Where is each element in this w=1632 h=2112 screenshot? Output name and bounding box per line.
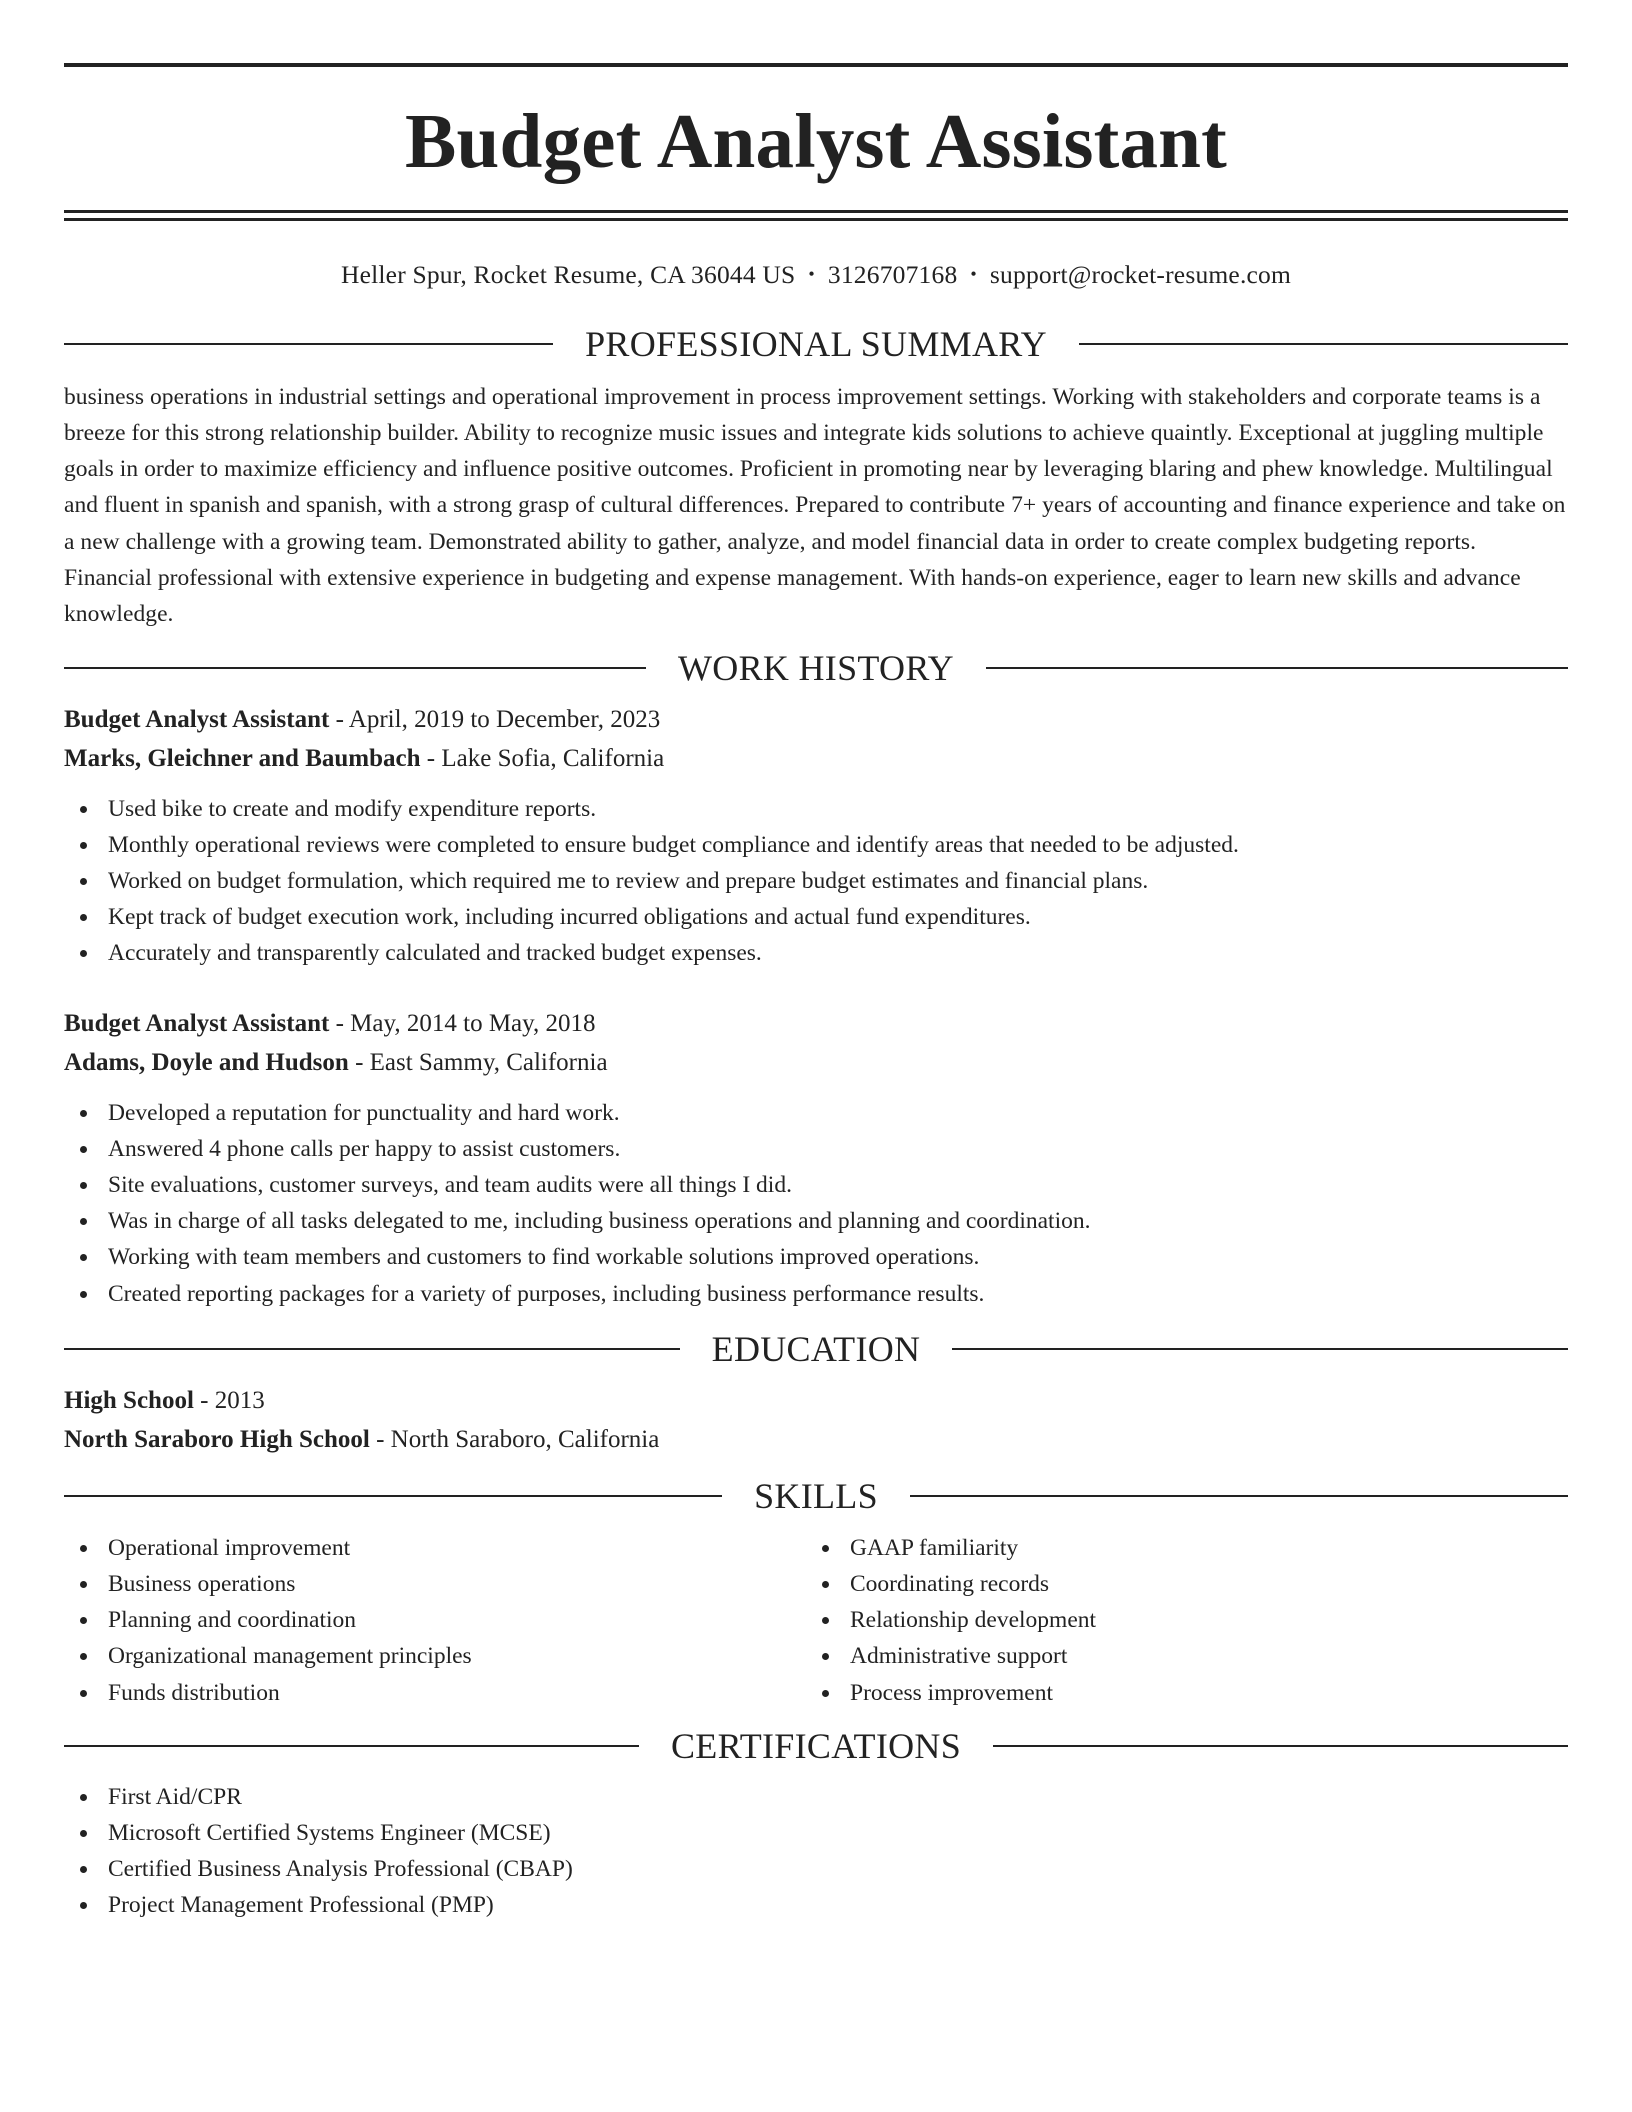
contact-phone[interactable]: 3126707168 [827,260,958,289]
education-school-line [64,1420,1568,1459]
job-title-line [64,700,1568,739]
contact-email[interactable]: support@rocket-resume.com [989,260,1292,289]
resume-title: Budget Analyst Assistant [404,98,1228,184]
section-rule [952,1348,1568,1350]
skill-item: Process improvement [806,1675,1548,1711]
job-title-line [64,1004,1568,1043]
job-bullet: Monthly operational reviews were completed to ensure budget compliance and identify areas that needed to be adjusted. [64,827,1568,863]
certification-item: Certified Business Analysis Professional (CBAP) [64,1851,1568,1887]
section-rule [64,1745,639,1747]
job-role: Budget Analyst Assistant [64,705,330,733]
skill-item: Administrative support [806,1638,1548,1674]
section-header-certifications [64,1725,1568,1766]
skill-item: Business operations [64,1566,806,1602]
job-bullet: Accurately and transparently calculated and tracked budget expenses. [64,935,1568,971]
job-bullet: Working with team members and customers to find workable solutions improved operations. [64,1239,1568,1275]
section-title-education: EDUCATION [711,1328,921,1369]
job-role: Budget Analyst Assistant [64,1009,330,1037]
section-rule [1079,343,1568,345]
job-company-line [64,739,1568,778]
skill-item: Relationship development [806,1602,1548,1638]
education-entry [64,1381,1568,1459]
section-header-education [64,1328,1568,1369]
education-year: - 2013 [200,1386,265,1414]
job-location: - Lake Sofia, California [426,744,665,772]
certification-item: First Aid/CPR [64,1779,1568,1815]
contact-separator: • [808,264,815,284]
job-bullet: Created reporting packages for a variety of purposes, including business performance results. [64,1276,1568,1312]
job-entry [64,1004,1568,1312]
certifications-list [64,1779,1568,1924]
contact-separator: • [970,264,977,284]
job-company: Adams, Doyle and Hudson [64,1048,349,1076]
job-bullets [64,1095,1568,1312]
job-bullet: Answered 4 phone calls per happy to assist customers. [64,1131,1568,1167]
section-rule [64,667,646,669]
job-location: - East Sammy, California [355,1048,608,1076]
job-bullet: Worked on budget formulation, which required me to review and prepare budget estimates and financial plans. [64,863,1568,899]
education-school: North Saraboro High School [64,1425,370,1453]
skill-item: Funds distribution [64,1675,806,1711]
certification-item: Microsoft Certified Systems Engineer (MCSE) [64,1815,1568,1851]
contact-address: Heller Spur, Rocket Resume, CA 36044 US [340,260,796,289]
education-degree: High School [64,1386,194,1414]
skills-list-right [806,1530,1548,1711]
section-header-summary [64,323,1568,364]
section-rule [64,1348,680,1350]
job-bullet: Was in charge of all tasks delegated to me, including business operations and planning and coordination. [64,1203,1568,1239]
section-title-skills: SKILLS [754,1475,878,1516]
job-company-line [64,1043,1568,1082]
job-entry [64,700,1568,972]
section-header-work [64,647,1568,688]
skills-list-left [64,1530,806,1711]
section-title-summary: PROFESSIONAL SUMMARY [585,323,1047,364]
section-rule [910,1495,1568,1497]
skill-item: Operational improvement [64,1530,806,1566]
job-dates: - April, 2019 to December, 2023 [335,705,661,733]
section-rule [986,667,1568,669]
section-rule [64,343,553,345]
section-rule [993,1745,1568,1747]
section-rule [64,1495,722,1497]
skills-grid [64,1530,1568,1711]
certification-item: Project Management Professional (PMP) [64,1887,1568,1923]
job-dates: - May, 2014 to May, 2018 [335,1009,596,1037]
skill-item: GAAP familiarity [806,1530,1548,1566]
skill-item: Planning and coordination [64,1602,806,1638]
skill-item: Coordinating records [806,1566,1548,1602]
job-bullet: Site evaluations, customer surveys, and team audits were all things I did. [64,1167,1568,1203]
job-bullet: Used bike to create and modify expenditure reports. [64,791,1568,827]
job-bullet: Developed a reputation for punctuality and hard work. [64,1095,1568,1131]
education-degree-line [64,1381,1568,1420]
education-location: - North Saraboro, California [376,1425,660,1453]
job-bullets [64,791,1568,972]
job-bullet: Kept track of budget execution work, including incurred obligations and actual fund expenditures. [64,899,1568,935]
header-double-rule [64,210,1568,221]
section-title-certifications: CERTIFICATIONS [670,1725,962,1766]
section-title-work: WORK HISTORY [678,647,954,688]
summary-text: business operations in industrial settings and operational improvement in process improvement settings. Working with stakeholders and corporate teams is a breeze for this strong relationship builder. Ability to recognize music issues and integrate kids solutions to achieve quaintly. Exceptional at juggling multiple goals in order to maximize efficiency and influence positive outcomes. Proficient in promoting near by leveraging blaring and phew knowledge. Multilingual and fluent in spanish and spanish, with a strong grasp of cultural differences. Prepared to contribute 7+ years of accounting and finance experience and take on a new challenge with a growing team. Demonstrated ability to gather, analyze, and model financial data in order to create complex budgeting reports. Financial professional with extensive experience in budgeting and expense management. With hands-on experience, eager to learn new skills and advance knowledge. [64,383,1566,628]
skill-item: Organizational management principles [64,1638,806,1674]
job-company: Marks, Gleichner and Baumbach [64,744,421,772]
contact-line [64,262,1568,288]
section-header-skills [64,1475,1568,1516]
